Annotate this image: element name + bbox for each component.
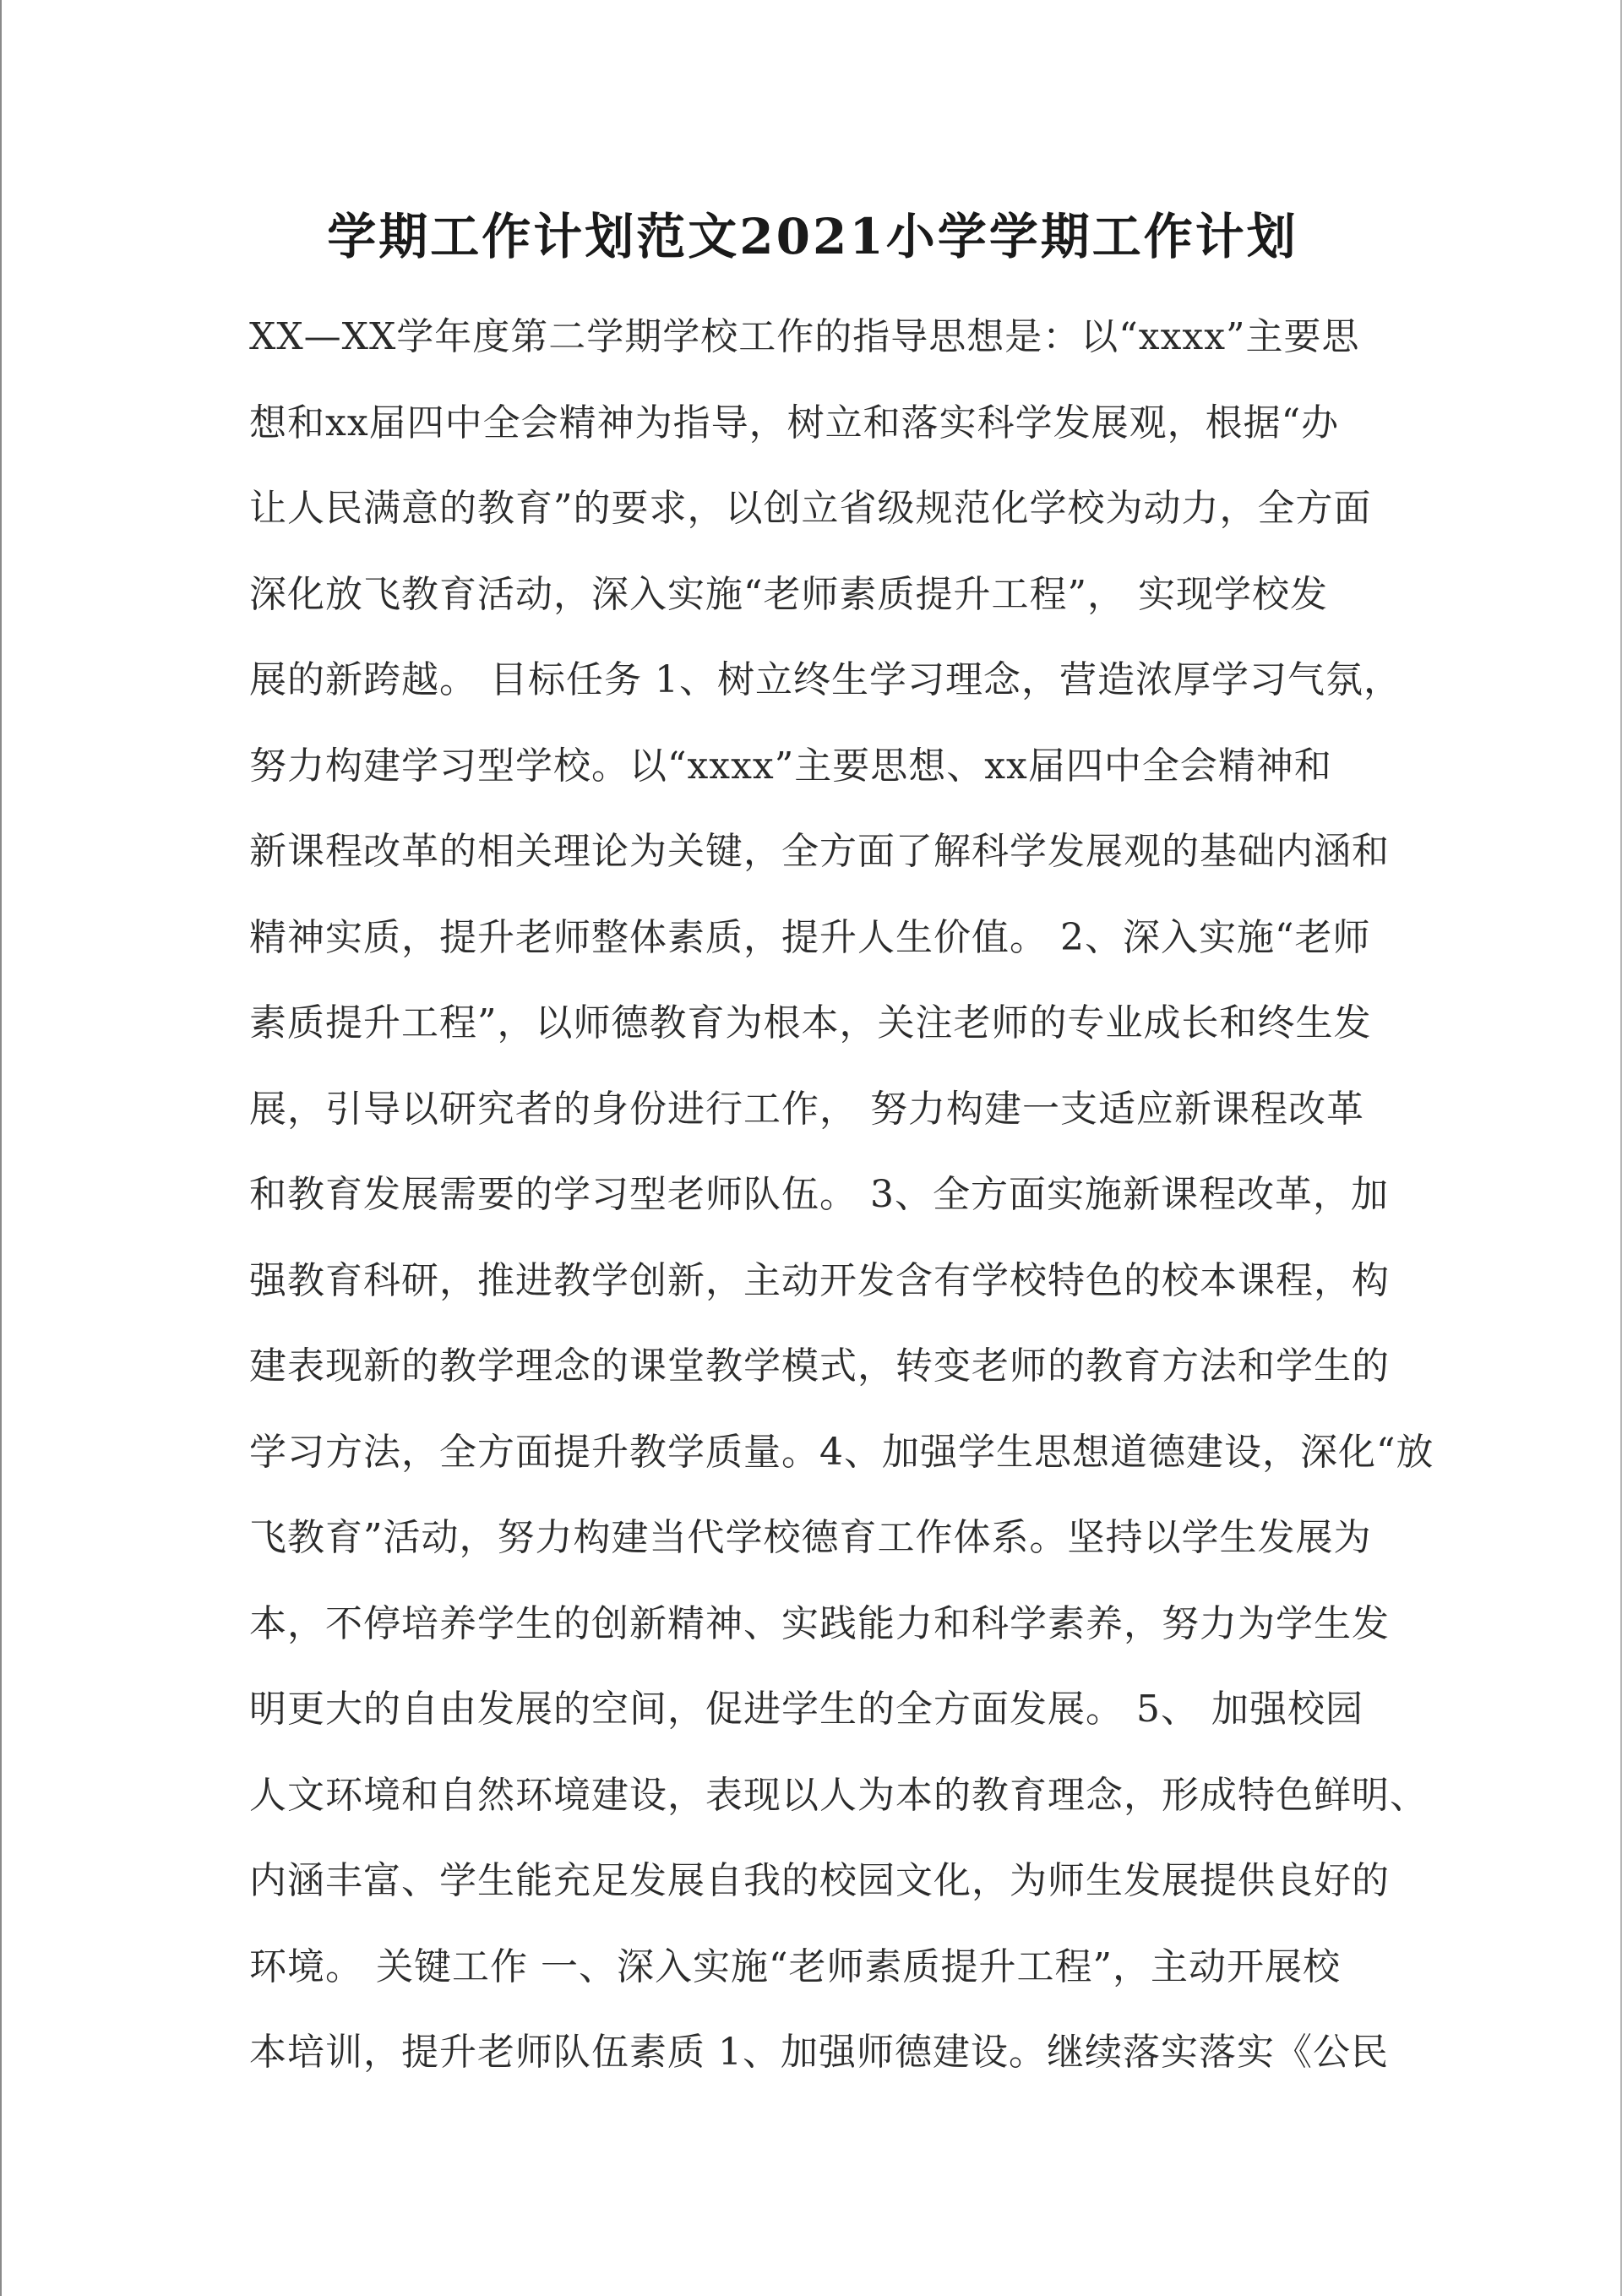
- body-line: 展的新跨越。 目标任务 1、树立终生学习理念，营造浓厚学习气氛，: [249, 658, 1402, 701]
- body-line: 让人民满意的教育”的要求，以创立省级规范化学校为动力，全方面: [249, 487, 1372, 530]
- body-line: 强教育科研，推进教学创新，主动开发含有学校特色的校本课程，构: [249, 1258, 1390, 1302]
- body-line: 人文环境和自然环境建设，表现以人为本的教育理念，形成特色鲜明、: [249, 1773, 1428, 1817]
- body-line: 新课程改革的相关理论为关键，全方面了解科学发展观的基础内涵和: [249, 830, 1390, 873]
- body-line: 环境。 关键工作 一、深入实施“老师素质提升工程”，主动开展校: [249, 1944, 1341, 1988]
- body-line: 精神实质，提升老师整体素质，提升人生价值。 2、深入实施“老师: [249, 915, 1371, 959]
- body-line: 本，不停培养学生的创新精神、实践能力和科学素养，努力为学生发: [249, 1601, 1390, 1645]
- document-body: [249, 294, 1434, 2096]
- body-line: 明更大的自由发展的空间，促进学生的全方面发展。 5、 加强校园: [249, 1688, 1363, 1731]
- body-line: 学习方法，全方面提升教学质量。4、加强学生思想道德建设，深化“放: [249, 1430, 1434, 1474]
- body-line: 素质提升工程”，以师德教育为根本，关注老师的专业成长和终生发: [249, 1001, 1372, 1044]
- body-line: 飞教育”活动，努力构建当代学校德育工作体系。坚持以学生发展为: [249, 1516, 1372, 1559]
- body-line: 深化放飞教育活动，深入实施“老师素质提升工程”， 实现学校发: [249, 572, 1328, 616]
- body-line: 内涵丰富、学生能充足发展自我的校园文化，为师生发展提供良好的: [249, 1859, 1390, 1902]
- body-line: XX—XX学年度第二学期学校工作的指导思想是：以“xxxx”主要思: [249, 315, 1360, 358]
- body-line: 和教育发展需要的学习型老师队伍。 3、全方面实施新课程改革，加: [249, 1173, 1389, 1216]
- body-line: 努力构建学习型学校。以“xxxx”主要思想、xx届四中全会精神和: [249, 744, 1332, 788]
- document-title: 学期工作计划范文2021小学学期工作计划: [327, 208, 1298, 265]
- body-line: 想和xx届四中全会精神为指导，树立和落实科学发展观，根据“办: [249, 401, 1340, 444]
- body-line: 建表现新的教学理念的课堂教学模式，转变老师的教育方法和学生的: [249, 1344, 1390, 1388]
- body-line: 本培训，提升老师队伍素质 1、加强师德建设。继续落实落实《公民: [249, 2031, 1389, 2074]
- body-line: 展，引导以研究者的身份进行工作， 努力构建一支适应新课程改革: [249, 1087, 1364, 1131]
